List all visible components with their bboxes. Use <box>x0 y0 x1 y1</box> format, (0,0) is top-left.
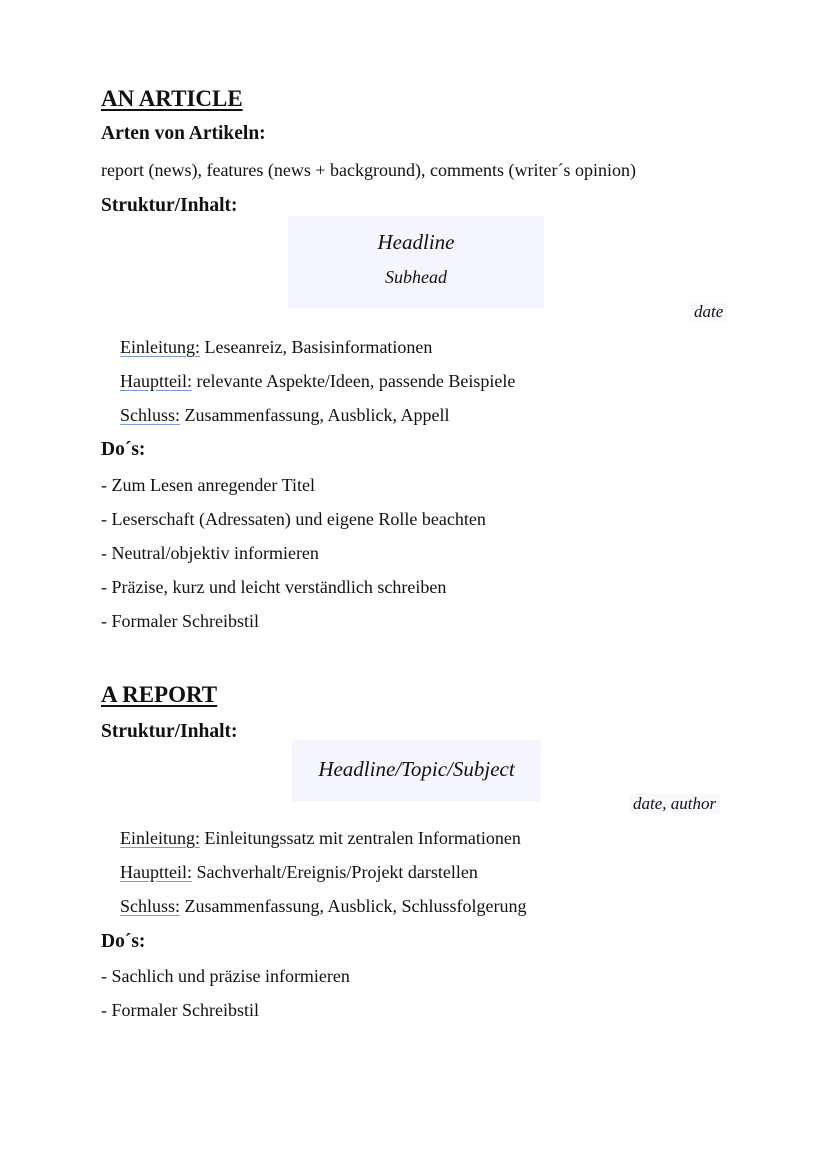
list-item: - Leserschaft (Adressaten) und eigene Rolle beachten <box>101 509 486 529</box>
report-part-main <box>120 861 478 883</box>
list-item: - Präzise, kurz und leicht verständlich schreiben <box>101 577 447 597</box>
article-title: AN ARTICLE <box>101 86 243 111</box>
part-term: Einleitung: <box>120 337 200 357</box>
article-headline-box <box>288 216 544 308</box>
article-part-intro <box>120 336 432 358</box>
report-headline-text: Headline/Topic/Subject <box>318 757 515 781</box>
part-term: Hauptteil: <box>120 862 192 882</box>
report-structure-heading: Struktur/Inhalt: <box>101 721 238 742</box>
part-text: Sachverhalt/Ereignis/Projekt darstellen <box>191 862 478 882</box>
list-item: - Zum Lesen anregender Titel <box>101 475 315 495</box>
report-dos-heading: Do´s: <box>101 931 146 952</box>
article-part-main <box>120 370 515 392</box>
part-text: Zusammenfassung, Ausblick, Appell <box>180 405 450 425</box>
article-dos-heading: Do´s: <box>101 439 146 460</box>
list-item: - Formaler Schreibstil <box>101 1000 259 1020</box>
report-part-intro <box>120 827 521 849</box>
article-types-text: report (news), features (news + background), comments (writer´s opinion) <box>101 160 636 180</box>
part-term: Schluss: <box>120 896 181 916</box>
report-title: A REPORT <box>101 682 218 707</box>
part-text: Zusammenfassung, Ausblick, Schlussfolgerung <box>180 896 527 916</box>
report-headline-box <box>292 740 541 802</box>
list-item: - Sachlich und präzise informieren <box>101 966 350 986</box>
part-text: relevante Aspekte/Ideen, passende Beispiele <box>191 371 516 391</box>
article-subhead-text: Subhead <box>385 267 447 287</box>
part-term: Einleitung: <box>120 828 200 848</box>
article-headline-text: Headline <box>377 230 455 254</box>
article-structure-heading: Struktur/Inhalt: <box>101 195 238 216</box>
article-date-label: date <box>690 302 727 322</box>
list-item: - Formaler Schreibstil <box>101 611 259 631</box>
article-types-heading: Arten von Artikeln: <box>101 123 266 144</box>
report-part-conclusion <box>120 895 526 917</box>
list-item: - Neutral/objektiv informieren <box>101 543 319 563</box>
part-text: Einleitungssatz mit zentralen Informationen <box>200 828 521 848</box>
article-part-conclusion <box>120 404 450 426</box>
report-meta-label: date, author <box>629 794 720 814</box>
part-text: Leseanreiz, Basisinformationen <box>200 337 433 357</box>
part-term: Schluss: <box>120 405 181 425</box>
part-term: Hauptteil: <box>120 371 192 391</box>
